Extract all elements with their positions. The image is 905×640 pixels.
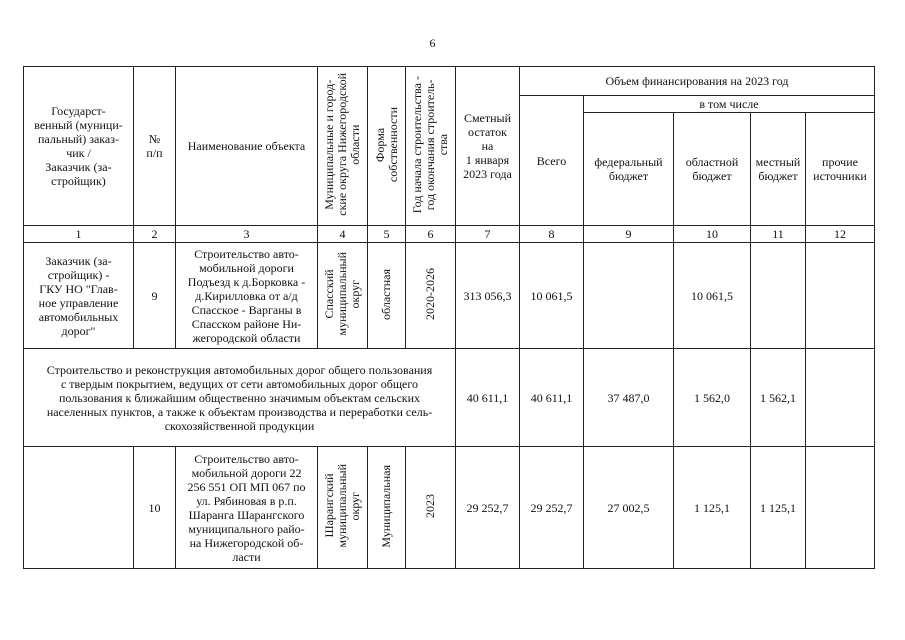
row-years: 2020-2026 [406, 243, 456, 349]
row-local [751, 243, 806, 349]
header-regional: областной бюджет [674, 113, 751, 226]
header-object-name: Наименование объекта [176, 67, 318, 226]
section-local: 1 562,1 [751, 349, 806, 447]
row-customer [24, 447, 134, 569]
row-ownership: Муниципальная [368, 447, 406, 569]
header-remaining: Сметный остаток на 1 января 2023 года [456, 67, 520, 226]
financing-table [23, 66, 875, 569]
col-number: 12 [806, 226, 875, 243]
page-number: 6 [429, 36, 436, 50]
col-number: 7 [456, 226, 520, 243]
header-num: № п/п [134, 67, 176, 226]
row-district: Шарангский муниципальный округ [318, 447, 368, 569]
row-num: 10 [134, 447, 176, 569]
header-municipal-districts: Муниципальные и город- ские округа Нижегородской области [318, 67, 368, 226]
section-regional: 1 562,0 [674, 349, 751, 447]
row-object: Строительство авто- мобильной дороги 22 256 551 ОП МП 067 по ул. Рябиновая в р.п. Шаранга Шарангского муниципального райо- на Нижегородской об- ласти [176, 447, 318, 569]
section-row [24, 349, 875, 447]
row-total: 29 252,7 [520, 447, 584, 569]
row-years: 2023 [406, 447, 456, 569]
col-number: 11 [751, 226, 806, 243]
column-numbers-row [24, 226, 875, 243]
row-federal [584, 243, 674, 349]
header-other: прочие источники [806, 113, 875, 226]
row-num: 9 [134, 243, 176, 349]
section-other [806, 349, 875, 447]
section-total: 40 611,1 [520, 349, 584, 447]
header-funding-volume: Объем финансирования на 2023 год [520, 67, 875, 96]
section-remaining: 40 611,1 [456, 349, 520, 447]
row-district: Спасский муниципальный округ [318, 243, 368, 349]
col-number: 6 [406, 226, 456, 243]
header-including: в том числе [584, 96, 875, 113]
table-row [24, 243, 875, 349]
row-customer: Заказчик (за- стройщик) - ГКУ НО "Глав- ное управление автомобильных дорог" [24, 243, 134, 349]
header-local: местный бюджет [751, 113, 806, 226]
row-total: 10 061,5 [520, 243, 584, 349]
row-other [806, 243, 875, 349]
col-number: 4 [318, 226, 368, 243]
col-number: 2 [134, 226, 176, 243]
section-federal: 37 487,0 [584, 349, 674, 447]
table-row [24, 447, 875, 569]
header-federal: федеральный бюджет [584, 113, 674, 226]
row-remaining: 313 056,3 [456, 243, 520, 349]
row-ownership: областная [368, 243, 406, 349]
col-number: 8 [520, 226, 584, 243]
col-number: 1 [24, 226, 134, 243]
row-remaining: 29 252,7 [456, 447, 520, 569]
row-other [806, 447, 875, 569]
header-years: Год начала строительства - год окончания строитель- ства [406, 67, 456, 226]
col-number: 5 [368, 226, 406, 243]
row-regional: 10 061,5 [674, 243, 751, 349]
col-number: 10 [674, 226, 751, 243]
col-number: 3 [176, 226, 318, 243]
col-number: 9 [584, 226, 674, 243]
row-federal: 27 002,5 [584, 447, 674, 569]
header-ownership-form: Форма собственности [368, 67, 406, 226]
row-regional: 1 125,1 [674, 447, 751, 569]
header-customer: Государст- венный (муници- пальный) заказ- чик / Заказчик (за- стройщик) [24, 67, 134, 226]
row-local: 1 125,1 [751, 447, 806, 569]
section-title: Строительство и реконструкция автомобильных дорог общего пользования с твердым покрытием, ведущих от сети автомобильных дорог общего пользования к ближайшим общественно значимым объектам сельских населенных пунктов, а также к объектам производства и переработки сель- скохозяйственной продукции [24, 349, 456, 447]
row-object: Строительство авто- мобильной дороги Подъезд к д.Борковка - д.Кирилловка от а/д Спасское - Варганы в Спасском районе Ни- жегородской области [176, 243, 318, 349]
header-total: Всего [520, 96, 584, 226]
